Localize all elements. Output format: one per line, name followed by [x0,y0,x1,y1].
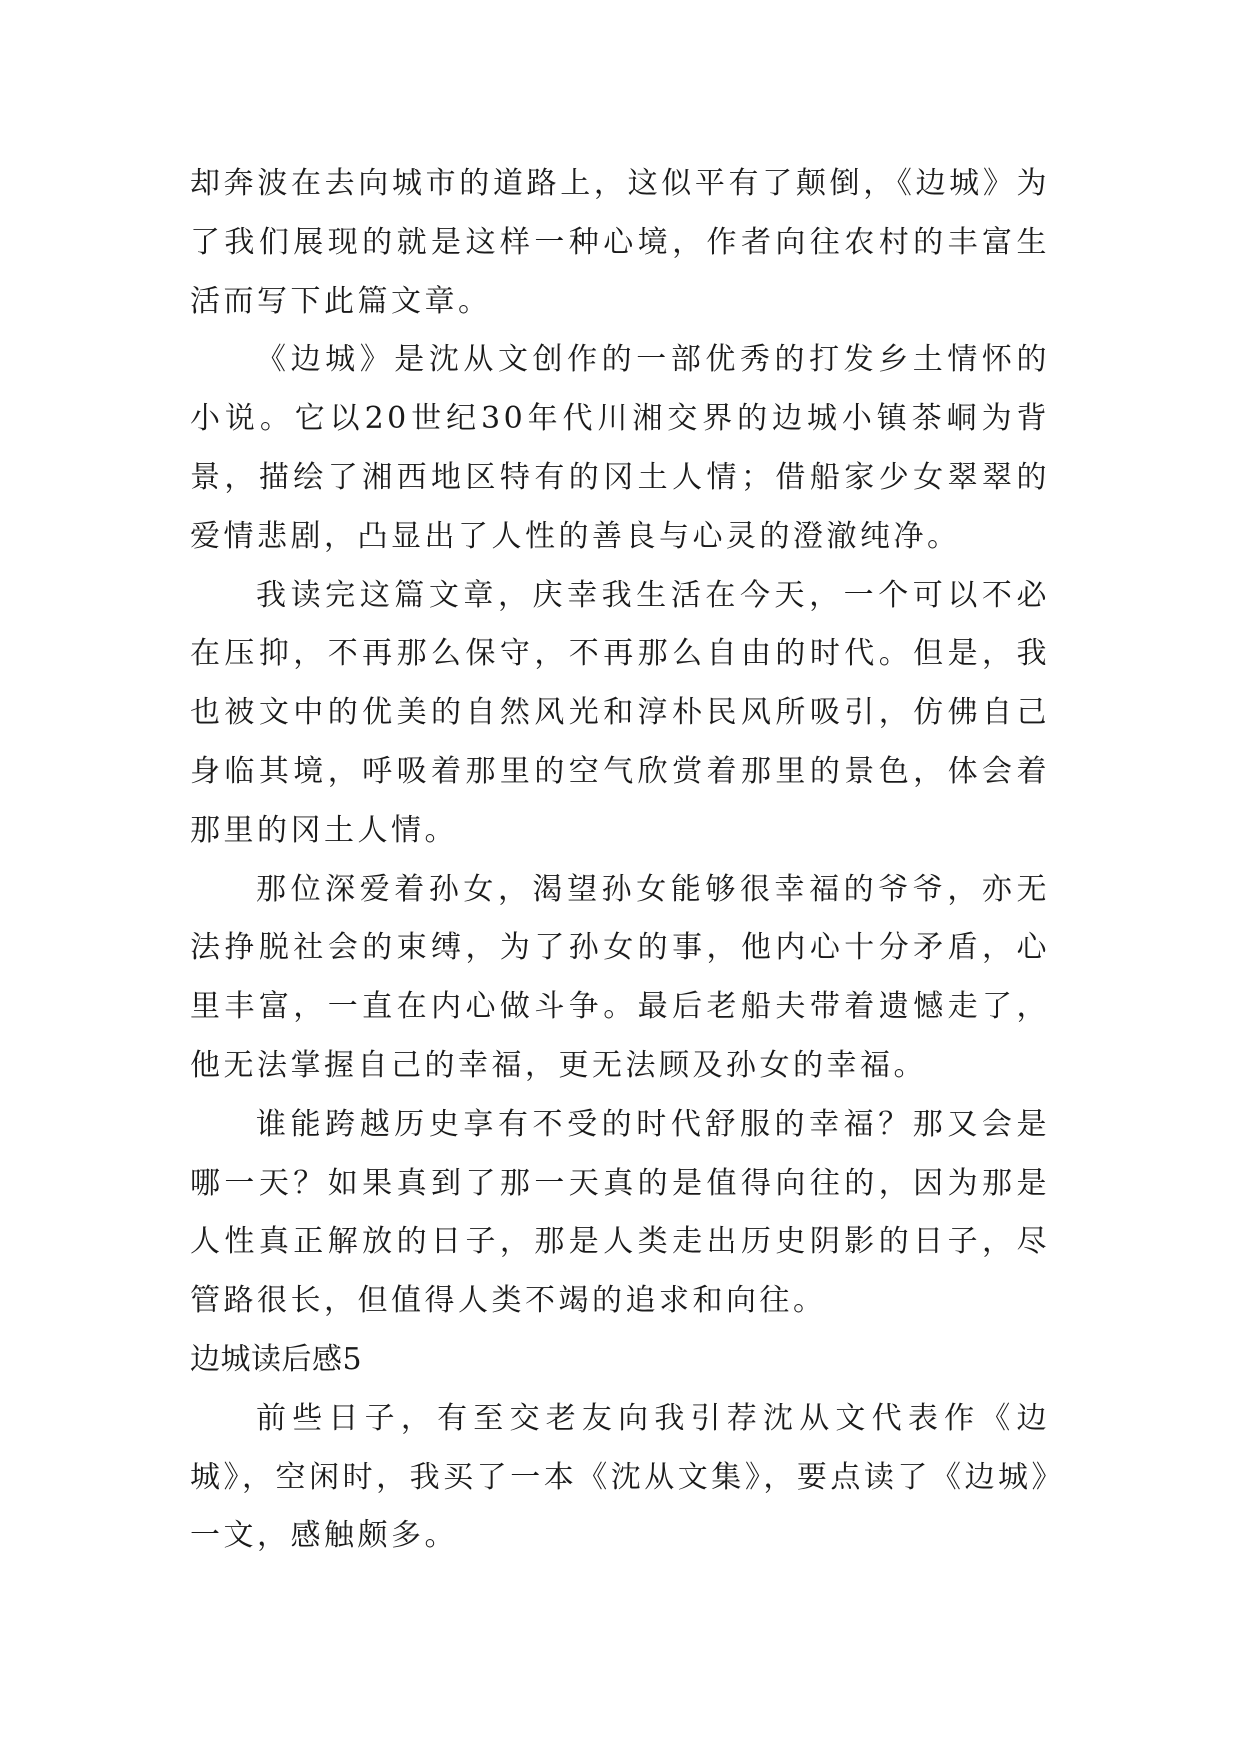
section-heading: 边城读后感5 [190,1341,363,1377]
paragraph-6: 前些日子，有至交老友向我引荐沈从文代表作《边城》，空闲时，我买了一本《沈从文集》，要点读了《边城》一文，感触颇多。 [190,1400,1050,1554]
paragraph-3: 我读完这篇文章，庆幸我生活在今天，一个可以不必在压抑，不再那么保守，不再那么自由的时代。但是，我也被文中的优美的自然风光和淳朴民风所吸引，仿佛自己身临其境，呼吸着那里的空气欣赏着那里的景色，体会着那里的冈土人情。 [190,577,1050,848]
paragraph-4: 那位深爱着孙女，渴望孙女能够很幸福的爷爷，亦无法挣脱社会的束缚，为了孙女的事，他内心十分矛盾，心里丰富，一直在内心做斗争。最后老船夫带着遗憾走了，他无法掌握自己的幸福，更无法顾及孙女的幸福。 [190,871,1050,1083]
paragraph-1: 却奔波在去向城市的道路上，这似平有了颠倒，《边城》为了我们展现的就是这样一种心境，作者向往农村的丰富生活而写下此篇文章。 [190,166,1050,319]
paragraph-5: 谁能跨越历史享有不受的时代舒服的幸福？那又会是哪一天？如果真到了那一天真的是值得向往的，因为那是人性真正解放的日子，那是人类走出历史阴影的日子，尽管路很长，但值得人类不竭的追求和向往。 [190,1106,1050,1319]
document-page [190,155,1050,1566]
paragraph-2: 《边城》是沈从文创作的一部优秀的打发乡土情怀的小说。它以20世纪30年代川湘交界的边城小镇茶峒为背景，描绘了湘西地区特有的冈土人情；借船家少女翠翠的爱情悲剧，凸显出了人性的善良与心灵的澄澈纯净。 [190,342,1050,554]
